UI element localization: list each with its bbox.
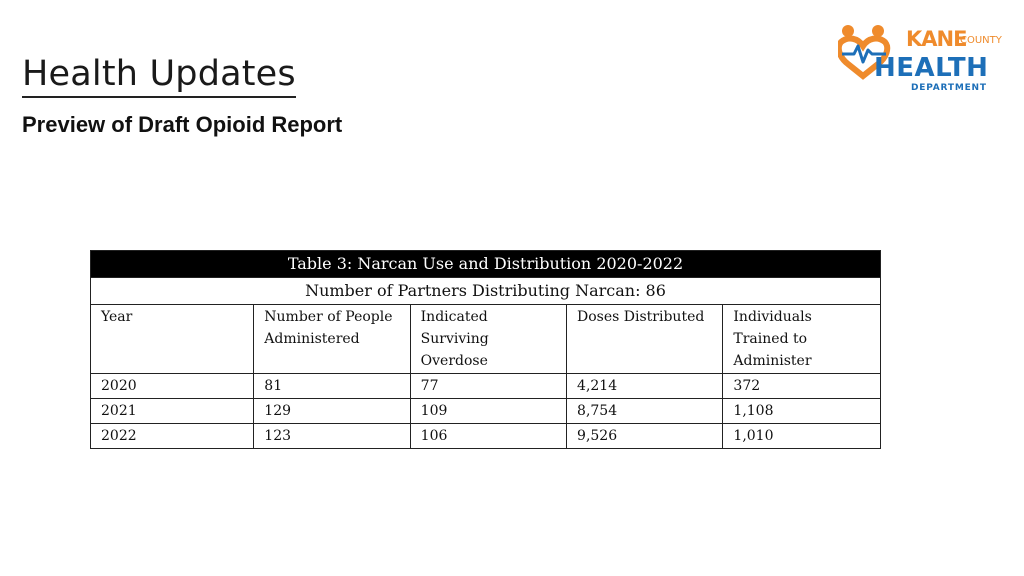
header-year: Year [91, 305, 254, 374]
table-row [91, 374, 881, 399]
cell-people-administered: 129 [254, 399, 410, 424]
table-row [91, 399, 881, 424]
table-title: Table 3: Narcan Use and Distribution 2020-2022 [91, 251, 881, 278]
narcan-table [90, 250, 881, 449]
logo-kane-text: KANE [906, 27, 967, 51]
header-individuals-trained: Individuals Trained to Administer [723, 305, 881, 374]
cell-individuals-trained: 372 [723, 374, 881, 399]
kane-county-health-logo [838, 22, 1002, 94]
header-surviving-overdose: Indicated Surviving Overdose [410, 305, 566, 374]
logo-health-text: HEALTH [874, 53, 989, 83]
cell-individuals-trained: 1,108 [723, 399, 881, 424]
cell-year: 2021 [91, 399, 254, 424]
slide-title: Health Updates [22, 52, 296, 98]
cell-surviving-overdose: 77 [410, 374, 566, 399]
logo-department-text: DEPARTMENT [911, 83, 987, 93]
cell-year: 2022 [91, 424, 254, 449]
partners-count: Number of Partners Distributing Narcan: 86 [91, 278, 881, 305]
cell-people-administered: 81 [254, 374, 410, 399]
cell-year: 2020 [91, 374, 254, 399]
cell-doses-distributed: 9,526 [567, 424, 723, 449]
table-partners-row [91, 278, 881, 305]
cell-doses-distributed: 4,214 [567, 374, 723, 399]
logo-county-text: COUNTY [960, 35, 1002, 46]
cell-individuals-trained: 1,010 [723, 424, 881, 449]
table-row [91, 424, 881, 449]
slide-subtitle: Preview of Draft Opioid Report [22, 112, 343, 137]
cell-surviving-overdose: 109 [410, 399, 566, 424]
table-header-row [91, 305, 881, 374]
cell-doses-distributed: 8,754 [567, 399, 723, 424]
cell-people-administered: 123 [254, 424, 410, 449]
cell-surviving-overdose: 106 [410, 424, 566, 449]
table-title-row [91, 251, 881, 278]
header-people-administered: Number of People Administered [254, 305, 410, 374]
header-doses-distributed: Doses Distributed [567, 305, 723, 374]
